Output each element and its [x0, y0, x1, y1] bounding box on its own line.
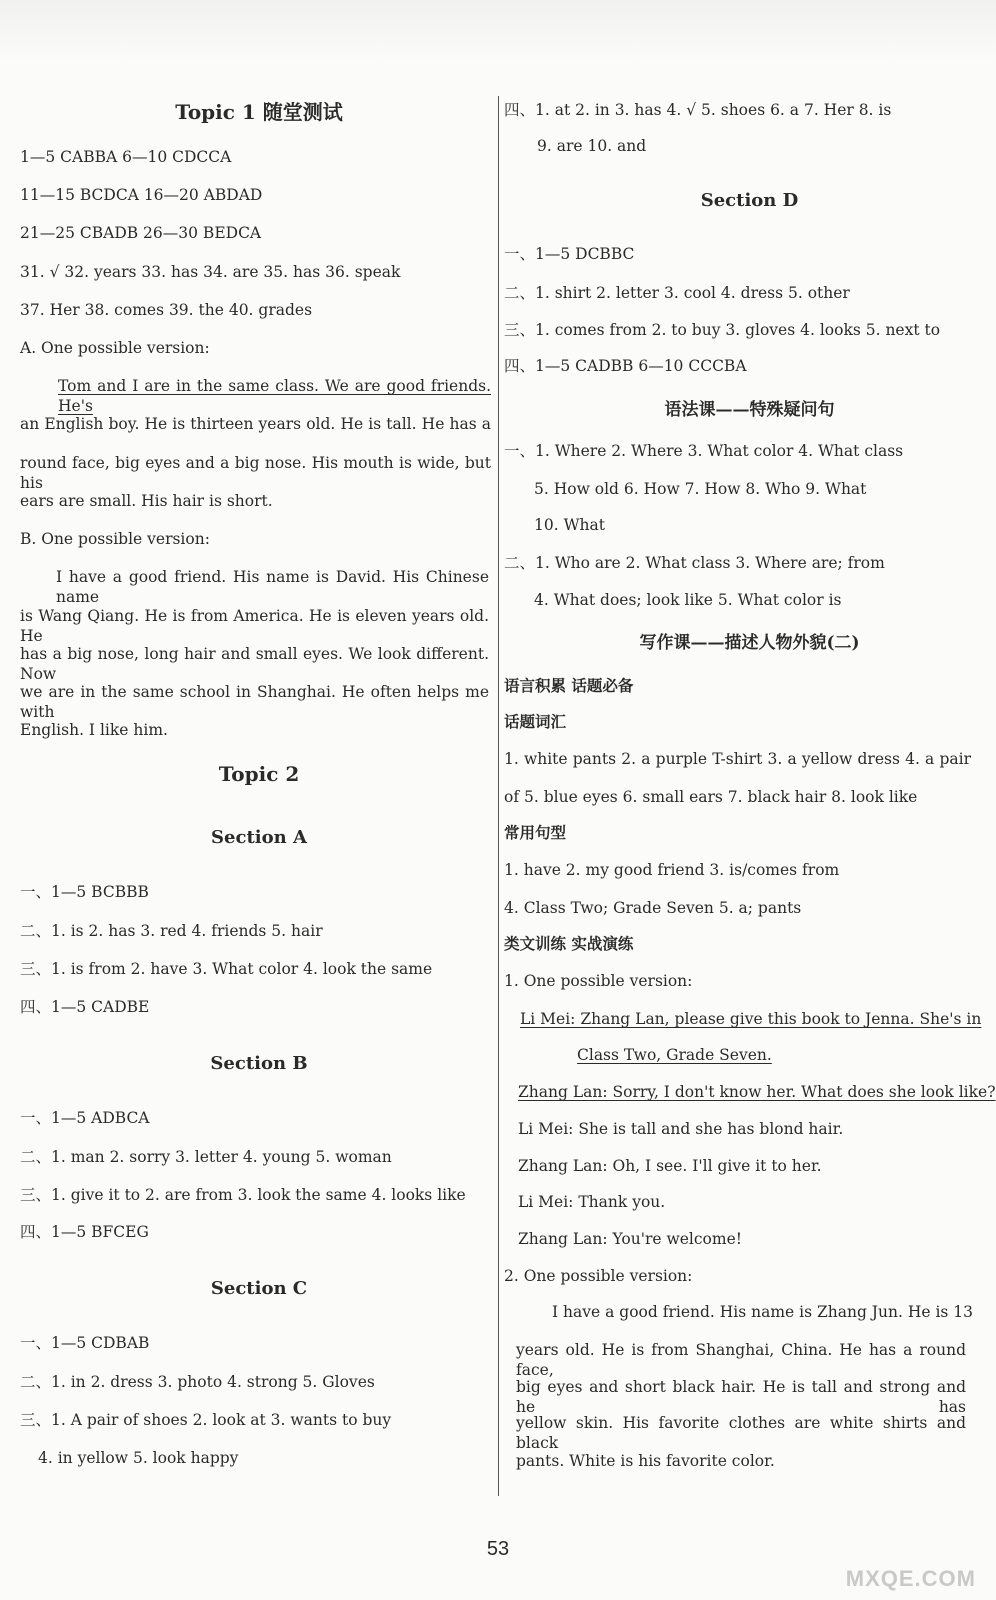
answer-line: 11—15 BCDCA 16—20 ABDAD: [20, 186, 263, 204]
section-d-line: 三、1. comes from 2. to buy 3. gloves 4. looks 5. next to: [504, 321, 941, 339]
vocabulary-line: of 5. blue eyes 6. small ears 7. black hair 8. look like: [504, 788, 918, 806]
vocabulary-heading: 话题词汇: [504, 712, 567, 731]
top-answer-line: 四、1. at 2. in 3. has 4. √ 5. shoes 6. a 7. Her 8. is: [504, 101, 892, 119]
dialog-line: Li Mei: She is tall and she has blond hair.: [518, 1120, 844, 1138]
section-d-line: 一、1—5 DCBBC: [504, 245, 635, 263]
sentence-pattern-line: 4. Class Two; Grade Seven 5. a; pants: [504, 899, 802, 917]
version-b-line: is Wang Qiang. He is from America. He is eleven years old. He: [20, 607, 489, 645]
sentence-pattern-line: 1. have 2. my good friend 3. is/comes from: [504, 861, 840, 879]
section-d-line: 二、1. shirt 2. letter 3. cool 4. dress 5. other: [504, 284, 850, 302]
column-divider: [498, 96, 499, 1496]
version-2-line: pants. White is his favorite color.: [516, 1452, 775, 1470]
section-a-line: 二、1. is 2. has 3. red 4. friends 5. hair: [20, 922, 323, 940]
section-a-line: 三、1. is from 2. have 3. What color 4. look the same: [20, 960, 433, 978]
section-a-title: Section A: [211, 827, 307, 848]
section-b-line: 一、1—5 ADBCA: [20, 1109, 150, 1127]
dialog-line: Zhang Lan: You're welcome!: [518, 1230, 742, 1248]
version-a-line: an English boy. He is thirteen years old. He is tall. He has a: [20, 415, 491, 433]
version-2-line: I have a good friend. His name is Zhang Jun. He is 13: [552, 1303, 974, 1321]
writing-title: 写作课——描述人物外貌(二): [639, 633, 860, 653]
answer-line: 1—5 CABBA 6—10 CDCCA: [20, 148, 232, 166]
section-b-line: 三、1. give it to 2. are from 3. look the same 4. looks like: [20, 1186, 466, 1204]
version-a-label: A. One possible version:: [20, 339, 210, 357]
vocabulary-line: 1. white pants 2. a purple T-shirt 3. a yellow dress 4. a pair: [504, 750, 971, 768]
answer-line: 21—25 CBADB 26—30 BEDCA: [20, 224, 262, 242]
section-c-line: 三、1. A pair of shoes 2. look at 3. wants to buy: [20, 1411, 392, 1429]
dialog-line: Zhang Lan: Sorry, I don't know her. What does she look like?: [518, 1083, 996, 1101]
section-d-title: Section D: [700, 190, 799, 211]
section-a-line: 一、1—5 BCBBB: [20, 883, 149, 901]
language-accumulation-heading: 语言积累 话题必备: [504, 676, 634, 695]
grammar-line: 一、1. Where 2. Where 3. What color 4. What class: [504, 442, 904, 460]
section-a-line: 四、1—5 CADBE: [20, 998, 150, 1016]
section-b-title: Section B: [210, 1053, 308, 1074]
grammar-title: 语法课——特殊疑问句: [664, 400, 835, 420]
section-b-line: 二、1. man 2. sorry 3. letter 4. young 5. woman: [20, 1148, 392, 1166]
practice-heading: 类文训练 实战演练: [504, 934, 634, 953]
sentence-pattern-heading: 常用句型: [504, 823, 567, 842]
version-b-line: I have a good friend. His name is David. His Chinese name: [56, 568, 489, 606]
section-c-line: 4. in yellow 5. look happy: [38, 1449, 239, 1467]
scan-top-edge: [0, 0, 996, 60]
version-a-line: round face, big eyes and a big nose. His mouth is wide, but his: [20, 454, 491, 492]
section-c-line: 二、1. in 2. dress 3. photo 4. strong 5. Gloves: [20, 1373, 375, 1391]
version-b-label: B. One possible version:: [20, 530, 210, 548]
version-b-line: English. I like him.: [20, 721, 168, 739]
version-b-line: has a big nose, long hair and small eyes. We look different. Now: [20, 645, 489, 683]
section-c-line: 一、1—5 CDBAB: [20, 1334, 150, 1352]
section-c-title: Section C: [210, 1278, 308, 1299]
dialog-line: Li Mei: Thank you.: [518, 1193, 666, 1211]
version-b-line: we are in the same school in Shanghai. He often helps me with: [20, 683, 489, 721]
page-number: 53: [486, 1538, 510, 1560]
top-answer-line: 9. are 10. and: [537, 137, 647, 155]
version-1-label: 1. One possible version:: [504, 972, 693, 990]
version-a-line: ears are small. His hair is short.: [20, 492, 273, 510]
grammar-line: 4. What does; look like 5. What color is: [534, 591, 842, 609]
version-2-line: big eyes and short black hair. He is tall and strong and he has: [516, 1378, 966, 1416]
answer-line: 37. Her 38. comes 39. the 40. grades: [20, 301, 313, 319]
dialog-line: Li Mei: Zhang Lan, please give this book to Jenna. She's in: [520, 1010, 982, 1028]
answer-line: 31. √ 32. years 33. has 34. are 35. has 36. speak: [20, 263, 401, 281]
topic2-title: Topic 2: [218, 762, 300, 786]
dialog-line: Class Two, Grade Seven.: [577, 1046, 772, 1064]
dialog-line: Zhang Lan: Oh, I see. I'll give it to her.: [518, 1157, 822, 1175]
watermark: MXQE.COM: [845, 1566, 976, 1591]
version-2-label: 2. One possible version:: [504, 1267, 693, 1285]
topic1-title: Topic 1 随堂测试: [175, 100, 343, 124]
grammar-line: 5. How old 6. How 7. How 8. Who 9. What: [534, 480, 867, 498]
grammar-line: 二、1. Who are 2. What class 3. Where are; from: [504, 554, 885, 572]
version-2-line: years old. He is from Shanghai, China. He has a round face,: [516, 1341, 966, 1379]
version-2-line: yellow skin. His favorite clothes are white shirts and black: [516, 1414, 966, 1452]
section-b-line: 四、1—5 BFCEG: [20, 1223, 149, 1241]
section-d-line: 四、1—5 CADBB 6—10 CCCBA: [504, 357, 747, 375]
grammar-line: 10. What: [534, 516, 605, 534]
version-a-line: Tom and I are in the same class. We are good friends. He's: [58, 377, 491, 415]
